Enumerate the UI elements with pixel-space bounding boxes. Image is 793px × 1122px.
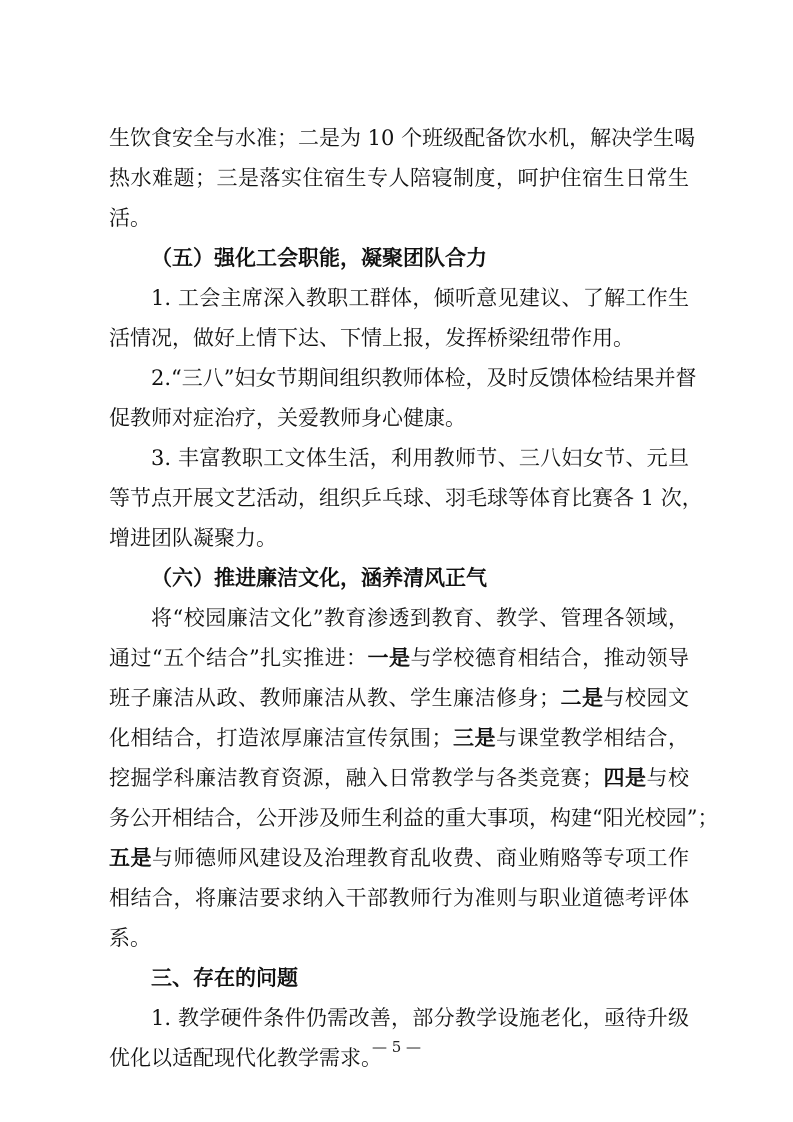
bold-text: 三是 <box>452 726 496 750</box>
text-segment: 与学校德育相结合，推动领导 <box>410 646 689 670</box>
bold-text: 二是 <box>560 686 604 710</box>
paragraph-line <box>109 478 703 518</box>
text-segment: 将“校园廉洁文化”教育渗透到教育、教学、管理各领域， <box>151 606 689 630</box>
paragraph-line <box>109 158 689 198</box>
text-segment: 1. 工会主席深入教职工群体，倾听意见建议、了解工作生 <box>151 286 689 310</box>
paragraph-line <box>109 798 719 838</box>
paragraph-line <box>109 878 689 918</box>
text-segment: 1. 教学硬件条件仍需改善，部分教学设施老化，亟待升级 <box>151 1006 689 1030</box>
paragraph-line <box>109 918 689 958</box>
paragraph-line <box>109 838 689 878</box>
subsection-heading <box>109 238 689 278</box>
text-segment: 增进团队凝聚力。 <box>109 526 277 550</box>
paragraph-line <box>109 718 689 758</box>
text-segment: 通过“五个结合”扎实推进： <box>109 646 368 670</box>
paragraph-line <box>109 758 689 798</box>
text-segment: 与师德师风建设及治理教育乱收费、商业贿赂等专项工作 <box>152 846 689 870</box>
paragraph-line <box>109 678 689 718</box>
bold-text: 五是 <box>109 846 152 870</box>
text-segment: 相结合，将廉洁要求纳入干部教师行为准则与职业道德考评体 <box>109 886 689 910</box>
paragraph-line <box>109 118 696 158</box>
text-segment: 生饮食安全与水准；二是为 10 个班级配备饮水机，解决学生喝 <box>109 126 696 150</box>
paragraph-line <box>109 318 689 358</box>
paragraph-line <box>109 998 689 1038</box>
bold-text: 一是 <box>367 646 411 670</box>
bold-text: （六）推进廉洁文化，涵养清风正气 <box>151 566 487 590</box>
text-segment: 化相结合，打造浓厚廉洁宣传氛围； <box>109 726 453 750</box>
paragraph-line <box>109 438 689 478</box>
paragraph-line <box>109 638 689 678</box>
text-segment: 3. 丰富教职工文体生活，利用教师节、三八妇女节、元旦 <box>151 446 689 470</box>
text-segment: 2.“三八”妇女节期间组织教师体检，及时反馈体检结果并督 <box>151 366 697 390</box>
paragraph-line <box>109 198 689 238</box>
text-segment: 等节点开展文艺活动，组织乒乓球、羽毛球等体育比赛各 1 次， <box>109 486 703 510</box>
paragraph-line <box>109 358 697 398</box>
section-heading <box>109 958 689 998</box>
text-segment: 与校 <box>646 766 689 790</box>
subsection-heading <box>109 558 689 598</box>
document-body <box>109 118 719 1078</box>
text-segment: 优化以适配现代化教学需求。 <box>109 1046 382 1070</box>
text-segment: 活。 <box>109 206 151 230</box>
paragraph-line <box>109 398 689 438</box>
text-segment: 系。 <box>109 926 151 950</box>
text-segment: 与课堂教学相结合， <box>496 726 689 750</box>
text-segment: 热水难题；三是落实住宿生专人陪寝制度，呵护住宿生日常生 <box>109 166 689 190</box>
paragraph-line <box>109 518 689 558</box>
paragraph-line <box>109 598 689 638</box>
page-number: — 5 — <box>371 1038 422 1056</box>
text-segment: 与校园文 <box>603 686 689 710</box>
bold-text: （五）强化工会职能，凝聚团队合力 <box>151 246 487 270</box>
paragraph-line <box>109 278 689 318</box>
bold-text: 四是 <box>603 766 647 790</box>
text-segment: 促教师对症治疗，关爱教师身心健康。 <box>109 406 466 430</box>
text-segment: 活情况，做好上情下达、下情上报，发挥桥梁纽带作用。 <box>109 326 634 350</box>
bold-text: 三、存在的问题 <box>151 966 298 990</box>
text-segment: 挖掘学科廉洁教育资源，融入日常教学与各类竞赛； <box>109 766 603 790</box>
text-segment: 务公开相结合，公开涉及师生利益的重大事项，构建“阳光校园”； <box>109 806 719 830</box>
text-segment: 班子廉洁从政、教师廉洁从教、学生廉洁修身； <box>109 686 560 710</box>
